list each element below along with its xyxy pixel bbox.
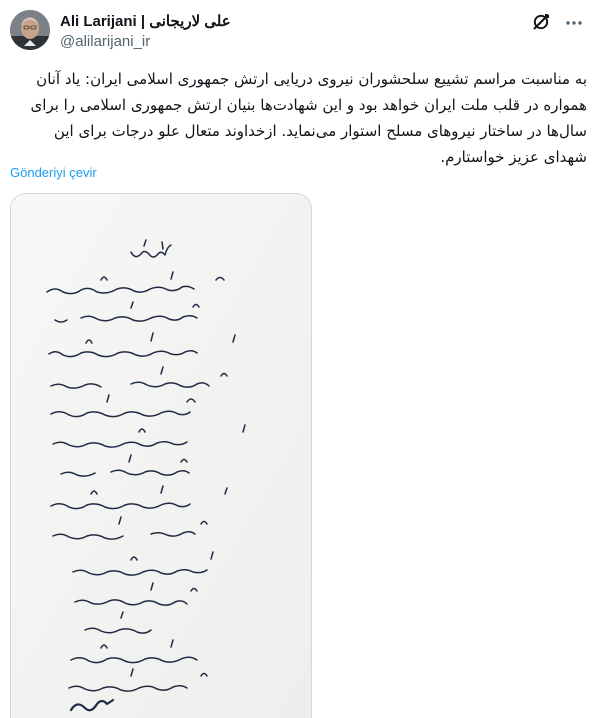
avatar[interactable]	[10, 10, 50, 50]
tweet-header	[10, 8, 587, 56]
translate-post-link[interactable]: Gönderiyi çevir	[10, 165, 97, 180]
author-info	[60, 12, 231, 52]
tweet-text: به مناسبت مراسم تشییع سلحشوران نیروی دریایی ارتش جمهوری اسلامی ایران: یاد آنان همواره در قلب ملت ایران خواهد بود و این شهادت‌ها بنیان ارتش جمهوری اسلامی را برای سال‌ها در ساختار نیروهای مسلح استوار می‌نماید. ازخداوند متعال علو درجات برای این شهدای عزیز خواستارم.	[30, 70, 587, 166]
author-display-name[interactable]: Ali Larijani | علی لاریجانی	[60, 13, 231, 30]
grok-icon[interactable]	[531, 12, 551, 32]
tweet-media-image[interactable]	[10, 193, 312, 718]
more-options-icon[interactable]	[563, 12, 585, 34]
author-handle[interactable]: @alilarijani_ir	[60, 33, 151, 50]
handwritten-letter-image	[11, 194, 312, 718]
avatar-image	[10, 10, 50, 50]
